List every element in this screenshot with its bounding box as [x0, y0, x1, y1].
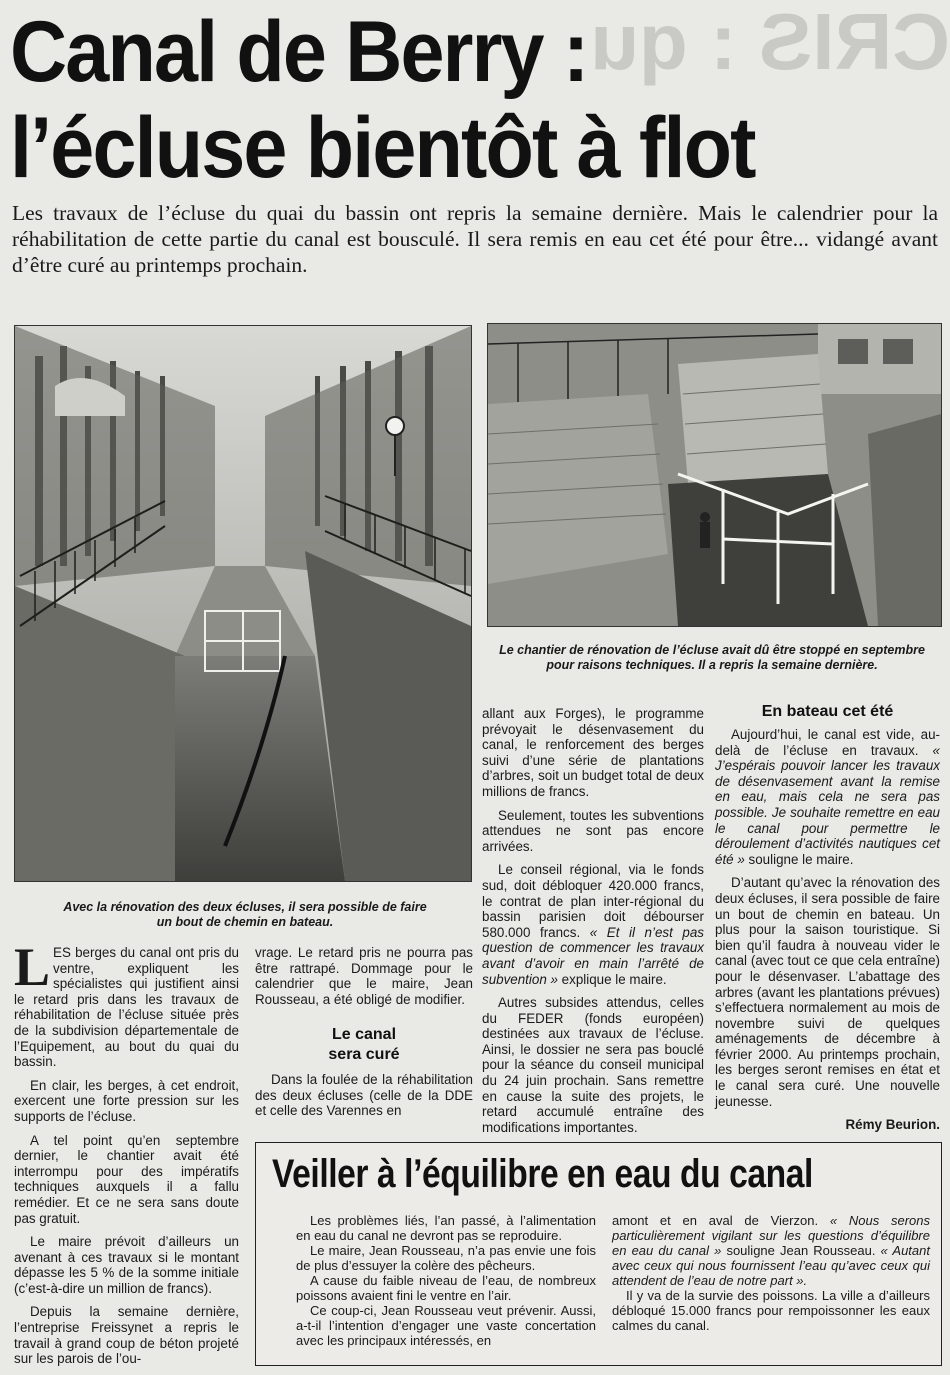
col3-paragraph-2: Seulement, toutes les subventions attendues ne sont pas encore arrivées. [482, 807, 704, 854]
col3-paragraph-3b: explique le maire. [561, 971, 667, 987]
drop-cap: L [14, 937, 51, 997]
col4-quote: « J’espérais pouvoir lancer les travaux de désenvasement avant la remise en eau, mais cela ne sera pas possible. Je souhaite remettre en eau le canal pour permettre le déroulement d’activités nautiques cet été » [715, 742, 940, 867]
col1-paragraph-4: Le maire prévoit d’ailleurs un avenant à ces travaux si le montant dépasse les 5 % de la somme initiale (c’est-à-dire un million de francs). [14, 1234, 239, 1296]
sidebar-right-quote-2: « Autant avec ceux qui nous fournissent l’eau qu’avec ceux qui attendent de l’eau de notre part ». [612, 1243, 930, 1288]
article-column-4 [715, 727, 940, 1141]
article-column-3 [482, 706, 704, 1143]
left-photo-caption: Avec la rénovation des deux écluses, il sera possible de faire un bout de chemin en bateau. [63, 900, 427, 929]
col1-paragraph-2: En clair, les berges, à cet endroit, exercent une forte pression sur les supports de l’écluse. [14, 1077, 239, 1124]
headline [10, 4, 820, 196]
headline-line-1: Canal de Berry : [10, 4, 588, 100]
reverse-page-bleed: CRIS : qu [590, 0, 950, 86]
headline-line-2: l’écluse bientôt à flot [10, 100, 755, 196]
construction-site-illustration [488, 324, 941, 626]
col1-paragraph-3: A tel point qu’en septembre dernier, le chantier avait été interrompu pour des impératifs techniques auxquels il a fallu remédier. Et ce ne sera sans doute pas gratuit. [14, 1132, 239, 1226]
col4-paragraph-1a: Aujourd’hui, le canal est vide, au-delà de l’écluse en travaux. [715, 727, 940, 758]
sidebar-left-paragraph-4: Ce coup-ci, Jean Rousseau veut prévenir. Aussi, a-t-il l’intention d’engager une vaste concertation avec les principaux intéressés, en [296, 1303, 596, 1348]
subhead-canal-cure [255, 1025, 473, 1065]
sidebar-left-paragraph-3: A cause du faible niveau de l’eau, de nombreux poissons avaient fini le ventre en l’air. [296, 1273, 596, 1303]
photo-construction-site [487, 323, 942, 627]
col3-paragraph-1: allant aux Forges), le programme prévoyait le désenvasement du canal, le renforcement des berges suivi d’une série de plantations d’arbres, soit un budget total de deux millions de francs. [482, 706, 704, 799]
sidebar-column-left [296, 1213, 596, 1348]
canal-lock-illustration [15, 326, 471, 881]
col4-paragraph-2: D’autant qu’avec la rénovation des deux écluses, il sera possible de faire un bout de chemin en bateau. Un plus pour la saison touristique. Si bien qu’il faudra à nouveau vider le canal (avec tout ce que cela entraîne) pour le désenvaser. L’abattage des arbres (avant les plantations prévues) s’effectuera normalement au mois de novembre suivi de quelques aménagements de décembre à février 2000. Au printemps prochain, les berges seront remises en état et le canal sera curé. Une nouvelle jeunesse. [715, 875, 940, 1109]
col3-quote: « Et il n’est pas question de commencer les travaux avant d’avoir en main l’arrêté de subvention » [482, 924, 704, 987]
sidebar-column-right [612, 1213, 930, 1333]
col3-paragraph-4: Autres subsides attendus, celles du FEDER (fonds européen) destinées aux travaux de l’écluse. Ainsi, le dossier ne sera pas bouclé pour la séance du conseil municipal du 24 juin prochain. Sans remettre en cause la suite des projets, le retard accumulé entraîne des modifications importantes. [482, 995, 704, 1135]
sidebar-right-paragraph-1b: souligne Jean Rousseau. [726, 1243, 876, 1258]
photo-canal-lock [14, 325, 472, 882]
col1-paragraph-1: ES berges du canal ont pris du ventre, expliquent les spécialistes qui justifient ainsi le retard pris dans les travaux de réhabilitation de l’écluse située près de la subdivision départementale de l’Equipement, au bout du quai du bassin. [14, 945, 239, 1070]
subhead-canal-cure-line-1: Le canal [331, 1026, 397, 1043]
sidebar-right-paragraph-1a: amont et en aval de Vierzon. [612, 1213, 819, 1228]
article-column-2 [255, 945, 473, 1015]
sidebar-right-paragraph-2: Il y va de la survie des poissons. La ville a d’ailleurs débloqué 15.000 francs pour rempoissonner les eaux calmes du canal. [612, 1288, 930, 1333]
author-signature: Rémy Beurion. [845, 1117, 940, 1133]
col2-paragraph-2: Dans la foulée de la réhabilitation des deux écluses (celle de la DDE et celle des Varennes en [255, 1072, 473, 1119]
col1-paragraph-5: Depuis la semaine dernière, l’entreprise Freissynet a repris le travail à grand coup de béton projeté sur les parois de l’ou- [14, 1304, 239, 1367]
subhead-canal-cure-line-2: sera curé [328, 1046, 400, 1063]
col3-paragraph-3a: Le conseil régional, via le fonds sud, doit débloquer 420.000 francs, le contrat de plan inter-régional du bassin parisien doit débourser 580.000 francs. [482, 862, 704, 940]
sidebar-article-title: Veiller à l’équilibre en eau du canal [272, 1152, 813, 1196]
lead-paragraph: Les travaux de l’écluse du quai du bassin ont repris la semaine dernière. Mais le calendrier pour la réhabilitation de cette partie du canal est bousculé. Il sera remis en eau cet été pour être... vidangé avant d’être curé au printemps prochain. [12, 201, 938, 277]
sidebar-right-quote-1: « Nous serons particulièrement vigilant sur les questions d’équilibre en eau du canal » [612, 1213, 930, 1258]
sidebar-left-paragraph-1: Les problèmes liés, l’an passé, à l’alimentation en eau du canal ne devront pas se reproduire. [296, 1213, 596, 1243]
article-column-1 [14, 937, 239, 1375]
right-photo-caption: Le chantier de rénovation de l’écluse avait dû être stoppé en septembre pour raisons techniques. Il a repris la semaine dernière. [499, 643, 925, 672]
subhead-en-bateau: En bateau cet été [761, 703, 894, 720]
article-column-2-continued [255, 1072, 473, 1127]
col2-paragraph-1: vrage. Le retard pris ne pourra pas être rattrapé. Dommage pour le calendrier que le maire, Jean Rousseau, a été obligé de modifier. [255, 945, 473, 1007]
sidebar-left-paragraph-2: Le maire, Jean Rousseau, n’a pas envie une fois de plus d’essuyer la colère des pêcheurs. [296, 1243, 596, 1273]
col4-paragraph-1b: souligne le maire. [748, 851, 854, 867]
